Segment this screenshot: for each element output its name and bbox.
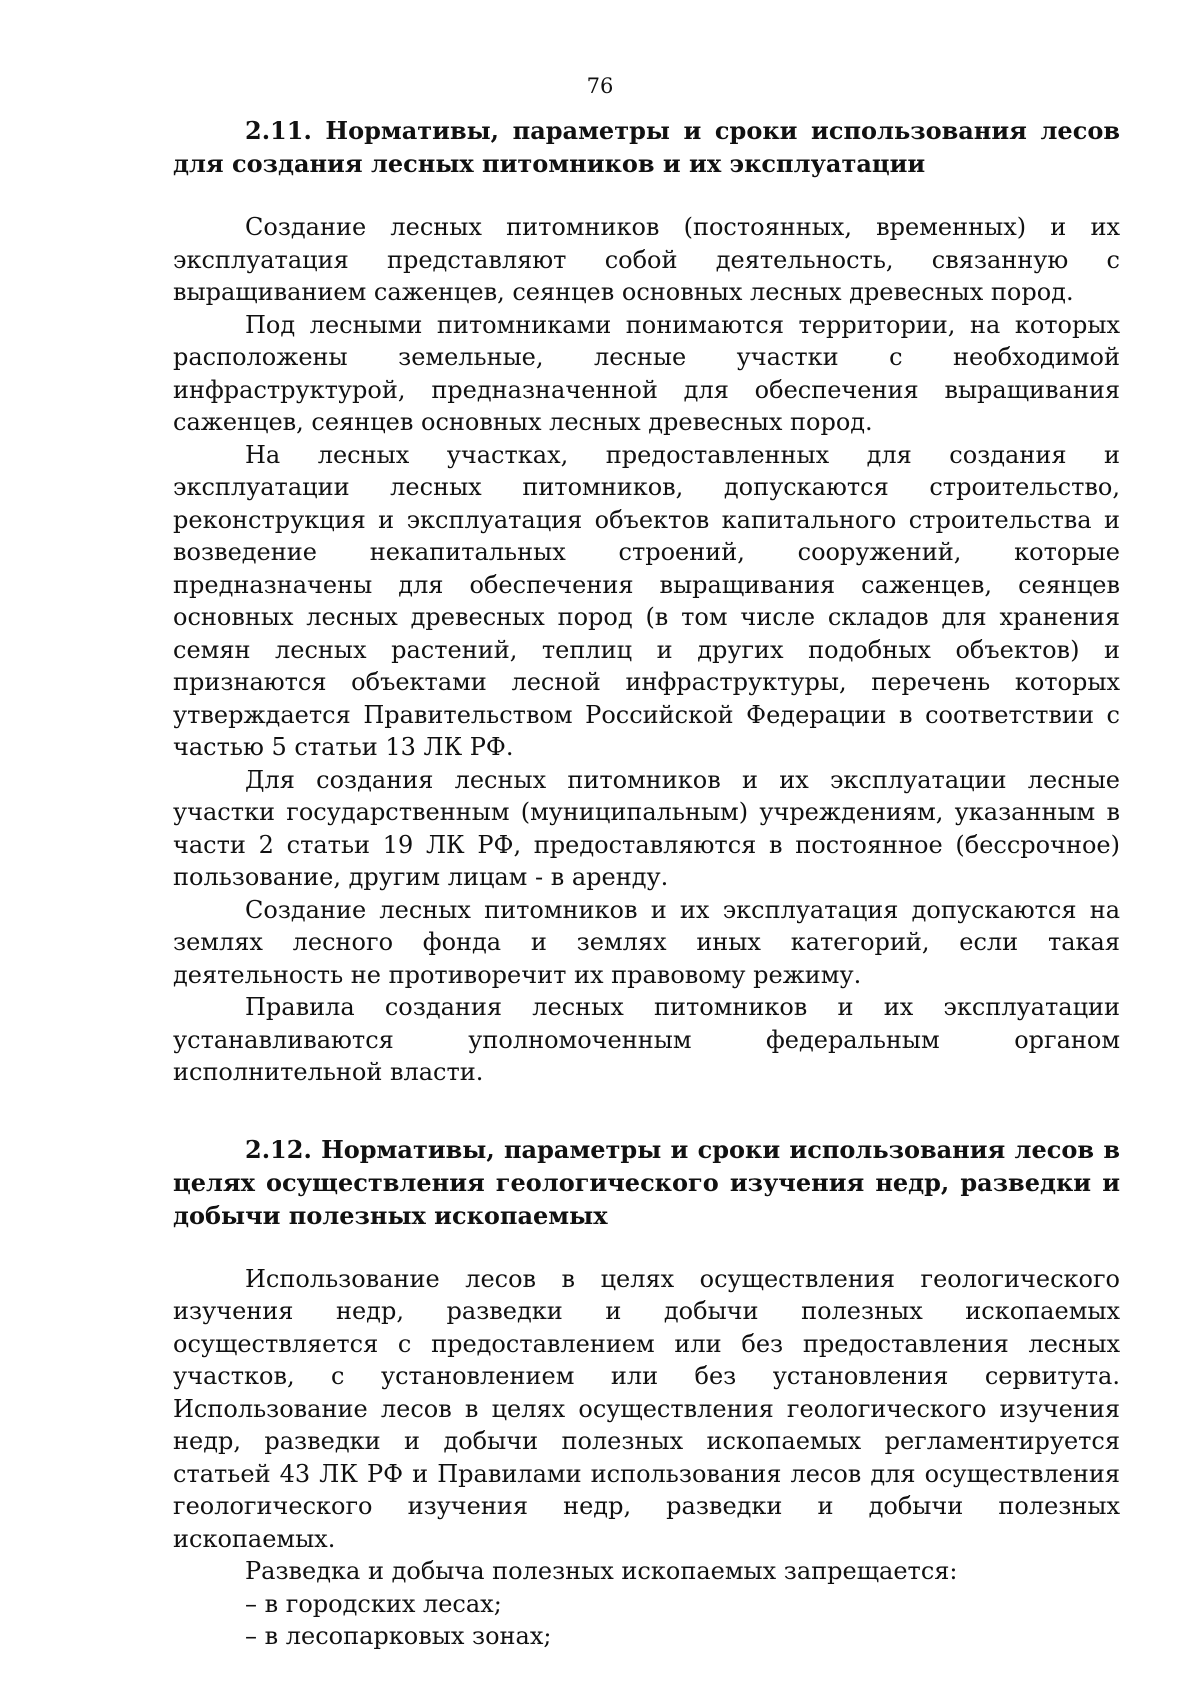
- section-heading-2-12: 2.12. Нормативы, параметры и сроки использования лесов в целях осуществления геологического изучения недр, разведки и добычи полезных ископаемых: [173, 1134, 1120, 1230]
- paragraph: На лесных участках, предоставленных для создания и эксплуатации лесных питомников, допускаются строительство, реконструкция и эксплуатация объектов капитального строительства и возведение некапитальных строений, сооружений, которые предназначены для обеспечения выращивания саженцев, сеянцев основных лесных древесных пород (в том числе складов для хранения семян лесных растений, теплиц и других подобных объектов) и признаются объектами лесной инфраструктуры, перечень которых утверждается Правительством Российской Федерации в соответствии с частью 5 статьи 13 ЛК РФ.: [173, 440, 1120, 761]
- list-item: – в лесопарковых зонах;: [245, 1622, 552, 1650]
- paragraph: Под лесными питомниками понимаются территории, на которых расположены земельные, лесные участки с необходимой инфраструктурой, предназначенной для обеспечения выращивания саженцев, сеянцев основных лесных древесных пород.: [173, 310, 1120, 436]
- section-heading-2-11: 2.11. Нормативы, параметры и сроки использования лесов для создания лесных питомников и их эксплуатации: [173, 116, 1120, 178]
- paragraph: Использование лесов в целях осуществления геологического изучения недр, разведки и добычи полезных ископаемых осуществляется с предоставлением или без предоставления лесных участков, с установлением или без установления сервитута. Использование лесов в целях осуществления геологического изучения недр, разведки и добычи полезных ископаемых регламентируется статьей 43 ЛК РФ и Правилами использования лесов для осуществления геологического изучения недр, разведки и добычи полезных ископаемых.: [173, 1264, 1120, 1553]
- paragraph: Правила создания лесных питомников и их эксплуатации устанавливаются уполномоченным федеральным органом исполнительной власти.: [173, 993, 1120, 1086]
- list-item: – в городских лесах;: [245, 1589, 502, 1618]
- page-content: [173, 114, 1120, 1653]
- paragraph: Создание лесных питомников и их эксплуатация допускаются на землях лесного фонда и землях иных категорий, если такая деятельность не противоречит их правовому режиму.: [173, 895, 1120, 989]
- page-number: 76: [586, 74, 614, 98]
- paragraph: Для создания лесных питомников и их эксплуатации лесные участки государственным (муниципальным) учреждениям, указанным в части 2 статьи 19 ЛК РФ, предоставляются в постоянное (бессрочное) пользование, другим лицам - в аренду.: [173, 765, 1120, 891]
- paragraph: Разведка и добыча полезных ископаемых запрещается:: [245, 1557, 958, 1585]
- paragraph: Создание лесных питомников (постоянных, временных) и их эксплуатация представляют собой деятельность, связанную с выращиванием саженцев, сеянцев основных лесных древесных пород.: [173, 213, 1120, 306]
